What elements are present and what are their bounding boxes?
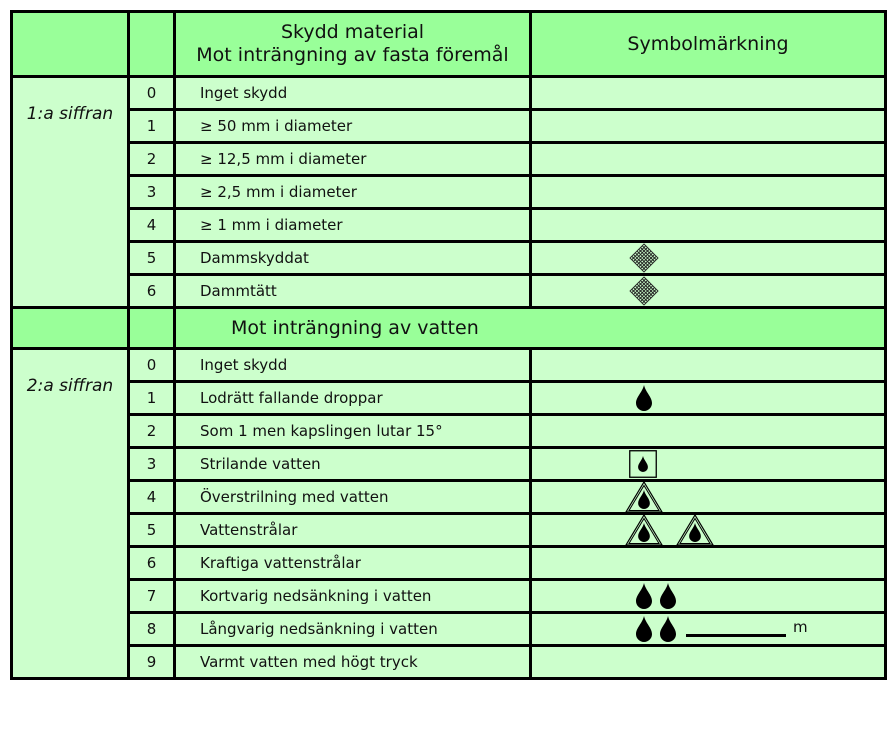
drop-in-triangle-icon bbox=[676, 514, 714, 546]
row-description: Lodrätt fallande droppar bbox=[175, 382, 531, 415]
drop-icon bbox=[636, 385, 652, 411]
symbol-cell bbox=[531, 275, 886, 308]
table-row bbox=[12, 514, 886, 547]
symbol-cell bbox=[531, 349, 886, 382]
row-number: 4 bbox=[129, 481, 175, 514]
table-row bbox=[12, 275, 886, 308]
symbol-cell bbox=[531, 77, 886, 110]
row-number: 5 bbox=[129, 242, 175, 275]
table-row bbox=[12, 382, 886, 415]
symbol-cell bbox=[531, 481, 886, 514]
header-empty-cell bbox=[12, 308, 129, 349]
dust-grid-icon bbox=[629, 243, 659, 273]
header-title-line1: Skydd material bbox=[280, 21, 425, 43]
symbol-cell bbox=[531, 415, 886, 448]
row-description: ≥ 2,5 mm i diameter bbox=[175, 176, 531, 209]
row-description: ≥ 50 mm i diameter bbox=[175, 110, 531, 143]
first-digit-label: 1:a siffran bbox=[12, 77, 129, 308]
header-empty-cell bbox=[129, 308, 175, 349]
water-section-title: Mot inträngning av vatten bbox=[175, 308, 886, 349]
row-number: 7 bbox=[129, 580, 175, 613]
symbol-cell bbox=[531, 209, 886, 242]
header-empty-cell bbox=[12, 12, 129, 77]
row-number: 3 bbox=[129, 448, 175, 481]
table-header-row bbox=[12, 12, 886, 77]
symbol-cell bbox=[531, 242, 886, 275]
row-number: 6 bbox=[129, 275, 175, 308]
row-description: Dammtätt bbox=[175, 275, 531, 308]
drop-icon bbox=[636, 583, 652, 609]
table-row bbox=[12, 646, 886, 679]
symbol-cell bbox=[531, 646, 886, 679]
drop-icon bbox=[660, 583, 676, 609]
row-description: Vattenstrålar bbox=[175, 514, 531, 547]
row-number: 2 bbox=[129, 415, 175, 448]
row-description: Inget skydd bbox=[175, 77, 531, 110]
row-description: Överstrilning med vatten bbox=[175, 481, 531, 514]
table-row bbox=[12, 110, 886, 143]
row-description: ≥ 1 mm i diameter bbox=[175, 209, 531, 242]
row-number: 9 bbox=[129, 646, 175, 679]
second-digit-label: 2:a siffran bbox=[12, 349, 129, 679]
table-row bbox=[12, 613, 886, 646]
row-description: Kortvarig nedsänkning i vatten bbox=[175, 580, 531, 613]
row-description: Dammskyddat bbox=[175, 242, 531, 275]
table-row bbox=[12, 143, 886, 176]
table-row bbox=[12, 77, 886, 110]
row-number: 1 bbox=[129, 382, 175, 415]
header-title-line2: Mot inträngning av fasta föremål bbox=[196, 44, 509, 66]
symbol-cell bbox=[531, 448, 886, 481]
row-description: Strilande vatten bbox=[175, 448, 531, 481]
drop-in-square-icon bbox=[629, 450, 657, 478]
row-number: 2 bbox=[129, 143, 175, 176]
symbol-cell bbox=[531, 580, 886, 613]
header-empty-cell bbox=[129, 12, 175, 77]
row-number: 0 bbox=[129, 77, 175, 110]
ip-rating-table bbox=[10, 10, 884, 738]
row-number: 6 bbox=[129, 547, 175, 580]
table-row bbox=[12, 176, 886, 209]
table-row bbox=[12, 349, 886, 382]
drop-icon bbox=[660, 616, 676, 642]
depth-unit-label: m bbox=[793, 618, 808, 637]
table-row bbox=[12, 547, 886, 580]
dust-grid-icon bbox=[629, 276, 659, 306]
row-number: 0 bbox=[129, 349, 175, 382]
table-row bbox=[12, 415, 886, 448]
row-description: Varmt vatten med högt tryck bbox=[175, 646, 531, 679]
depth-line bbox=[686, 634, 786, 637]
table-row bbox=[12, 481, 886, 514]
header-title bbox=[175, 12, 531, 77]
symbol-cell bbox=[531, 514, 886, 547]
symbol-cell bbox=[531, 613, 886, 646]
table-row bbox=[12, 580, 886, 613]
symbol-cell bbox=[531, 382, 886, 415]
drop-in-triangle-icon bbox=[625, 514, 663, 546]
row-description: Kraftiga vattenstrålar bbox=[175, 547, 531, 580]
table-row bbox=[12, 448, 886, 481]
table-row bbox=[12, 242, 886, 275]
row-number: 5 bbox=[129, 514, 175, 547]
row-description: Inget skydd bbox=[175, 349, 531, 382]
row-number: 8 bbox=[129, 613, 175, 646]
row-description: Långvarig nedsänkning i vatten bbox=[175, 613, 531, 646]
symbol-cell bbox=[531, 547, 886, 580]
drop-icon bbox=[636, 616, 652, 642]
symbol-cell bbox=[531, 110, 886, 143]
row-description: ≥ 12,5 mm i diameter bbox=[175, 143, 531, 176]
water-section-header-row bbox=[12, 308, 886, 349]
symbol-cell bbox=[531, 143, 886, 176]
table-row bbox=[12, 209, 886, 242]
row-number: 3 bbox=[129, 176, 175, 209]
row-number: 4 bbox=[129, 209, 175, 242]
symbol-cell bbox=[531, 176, 886, 209]
header-symbol-column: Symbolmärkning bbox=[531, 12, 886, 77]
row-number: 1 bbox=[129, 110, 175, 143]
drop-in-triangle-icon bbox=[625, 481, 663, 513]
row-description: Som 1 men kapslingen lutar 15° bbox=[175, 415, 531, 448]
